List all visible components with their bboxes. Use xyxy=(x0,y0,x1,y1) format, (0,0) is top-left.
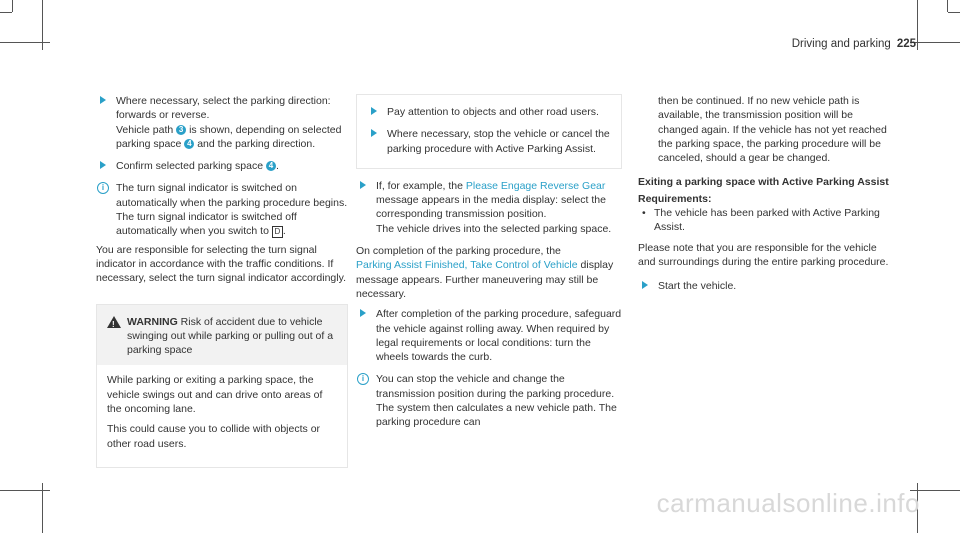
gear-d-symbol: D xyxy=(272,226,283,238)
requirements-label: Requirements: xyxy=(638,192,712,205)
step: Where necessary, stop the vehicle or cancel the parking procedure with Active Parking Assist. xyxy=(367,127,611,156)
page-header xyxy=(792,38,916,50)
paragraph: You are responsible for selecting the turn signal indicator in accordance with the traffic conditions. If necessary, select the turn signal indicator accordingly. xyxy=(96,243,346,285)
step: Where necessary, select the parking direction: forwards or reverse. Vehicle path 3 is shown, depending on selected parking space 4 and the parking direction. xyxy=(96,94,348,151)
callout-4: 4 xyxy=(184,139,194,149)
warning-label: WARNING xyxy=(127,315,178,328)
column-3 xyxy=(638,94,896,302)
step: Pay attention to objects and other road users. xyxy=(367,105,611,119)
crop-mark xyxy=(42,0,43,50)
info-note: i You can stop the vehicle and change the transmission position during the parking procedure. The system then calculates a new vehicle path. The parking procedure can xyxy=(356,372,622,429)
crop-mark xyxy=(42,483,43,533)
crop-mark xyxy=(0,12,12,13)
info-icon: i xyxy=(97,182,109,194)
step: Confirm selected parking space 4 . xyxy=(96,159,348,173)
info-icon: i xyxy=(357,373,369,385)
paragraph: On completion of the parking procedure, the Parking Assist Finished, Take Control of Vehicle display message appears. Further maneuvering may still be necessary. xyxy=(356,245,614,300)
callout-4: 4 xyxy=(266,161,276,171)
column-2 xyxy=(356,94,622,434)
crop-mark xyxy=(948,12,960,13)
callout-3: 3 xyxy=(176,125,186,135)
crop-mark xyxy=(947,0,948,12)
section-title: Driving and parking xyxy=(791,38,891,50)
step: After completion of the parking procedure, safeguard the vehicle against rolling away. When required by legal requirements or local conditions: turn the wheels towards the curb. xyxy=(356,307,622,364)
continued-text: then be continued. If no new vehicle path is available, the transmission position will be changed again. If the vehicle has not yet reached the parking space, the parking procedure will be canceled, should a gear be changed. xyxy=(658,95,887,165)
page-number: 225 xyxy=(896,38,916,50)
warning-box: ! WARNING Risk of accident due to vehicle swinging out while parking or pulling out of a parking space While parking or exiting a parking space, the vehicle swings out and can drive onto areas of the oncoming lane. This could cause you to collide with objects or other road users. xyxy=(96,304,348,468)
crop-mark xyxy=(12,0,13,12)
paragraph: Please note that you are responsible for the vehicle and surroundings during the entire parking procedure. xyxy=(638,241,889,268)
warning-title: Risk of accident due to vehicle swinging out while parking or pulling out of a parking space xyxy=(127,315,334,357)
step: If, for example, the Please Engage Reverse Gear message appears in the media display: select the corresponding transmission position. The vehicle drives into the selected parking space. xyxy=(356,179,622,236)
display-message: Parking Assist Finished, Take Control of Vehicle xyxy=(356,259,578,272)
step-box xyxy=(356,94,622,169)
column-1 xyxy=(96,94,348,468)
watermark: carmanualsonline.info xyxy=(656,488,920,518)
crop-mark xyxy=(917,0,918,50)
section-heading: Exiting a parking space with Active Parking Assist xyxy=(638,176,889,189)
list-item: • The vehicle has been parked with Active Parking Assist. xyxy=(638,206,896,235)
display-message: Please Engage Reverse Gear xyxy=(465,179,606,192)
warning-icon xyxy=(107,316,121,328)
info-note: i The turn signal indicator is switched on automatically when the parking procedure begins. The turn signal indicator is switched off automatically when you switch to D . xyxy=(96,181,348,238)
step: Start the vehicle. xyxy=(638,279,896,293)
